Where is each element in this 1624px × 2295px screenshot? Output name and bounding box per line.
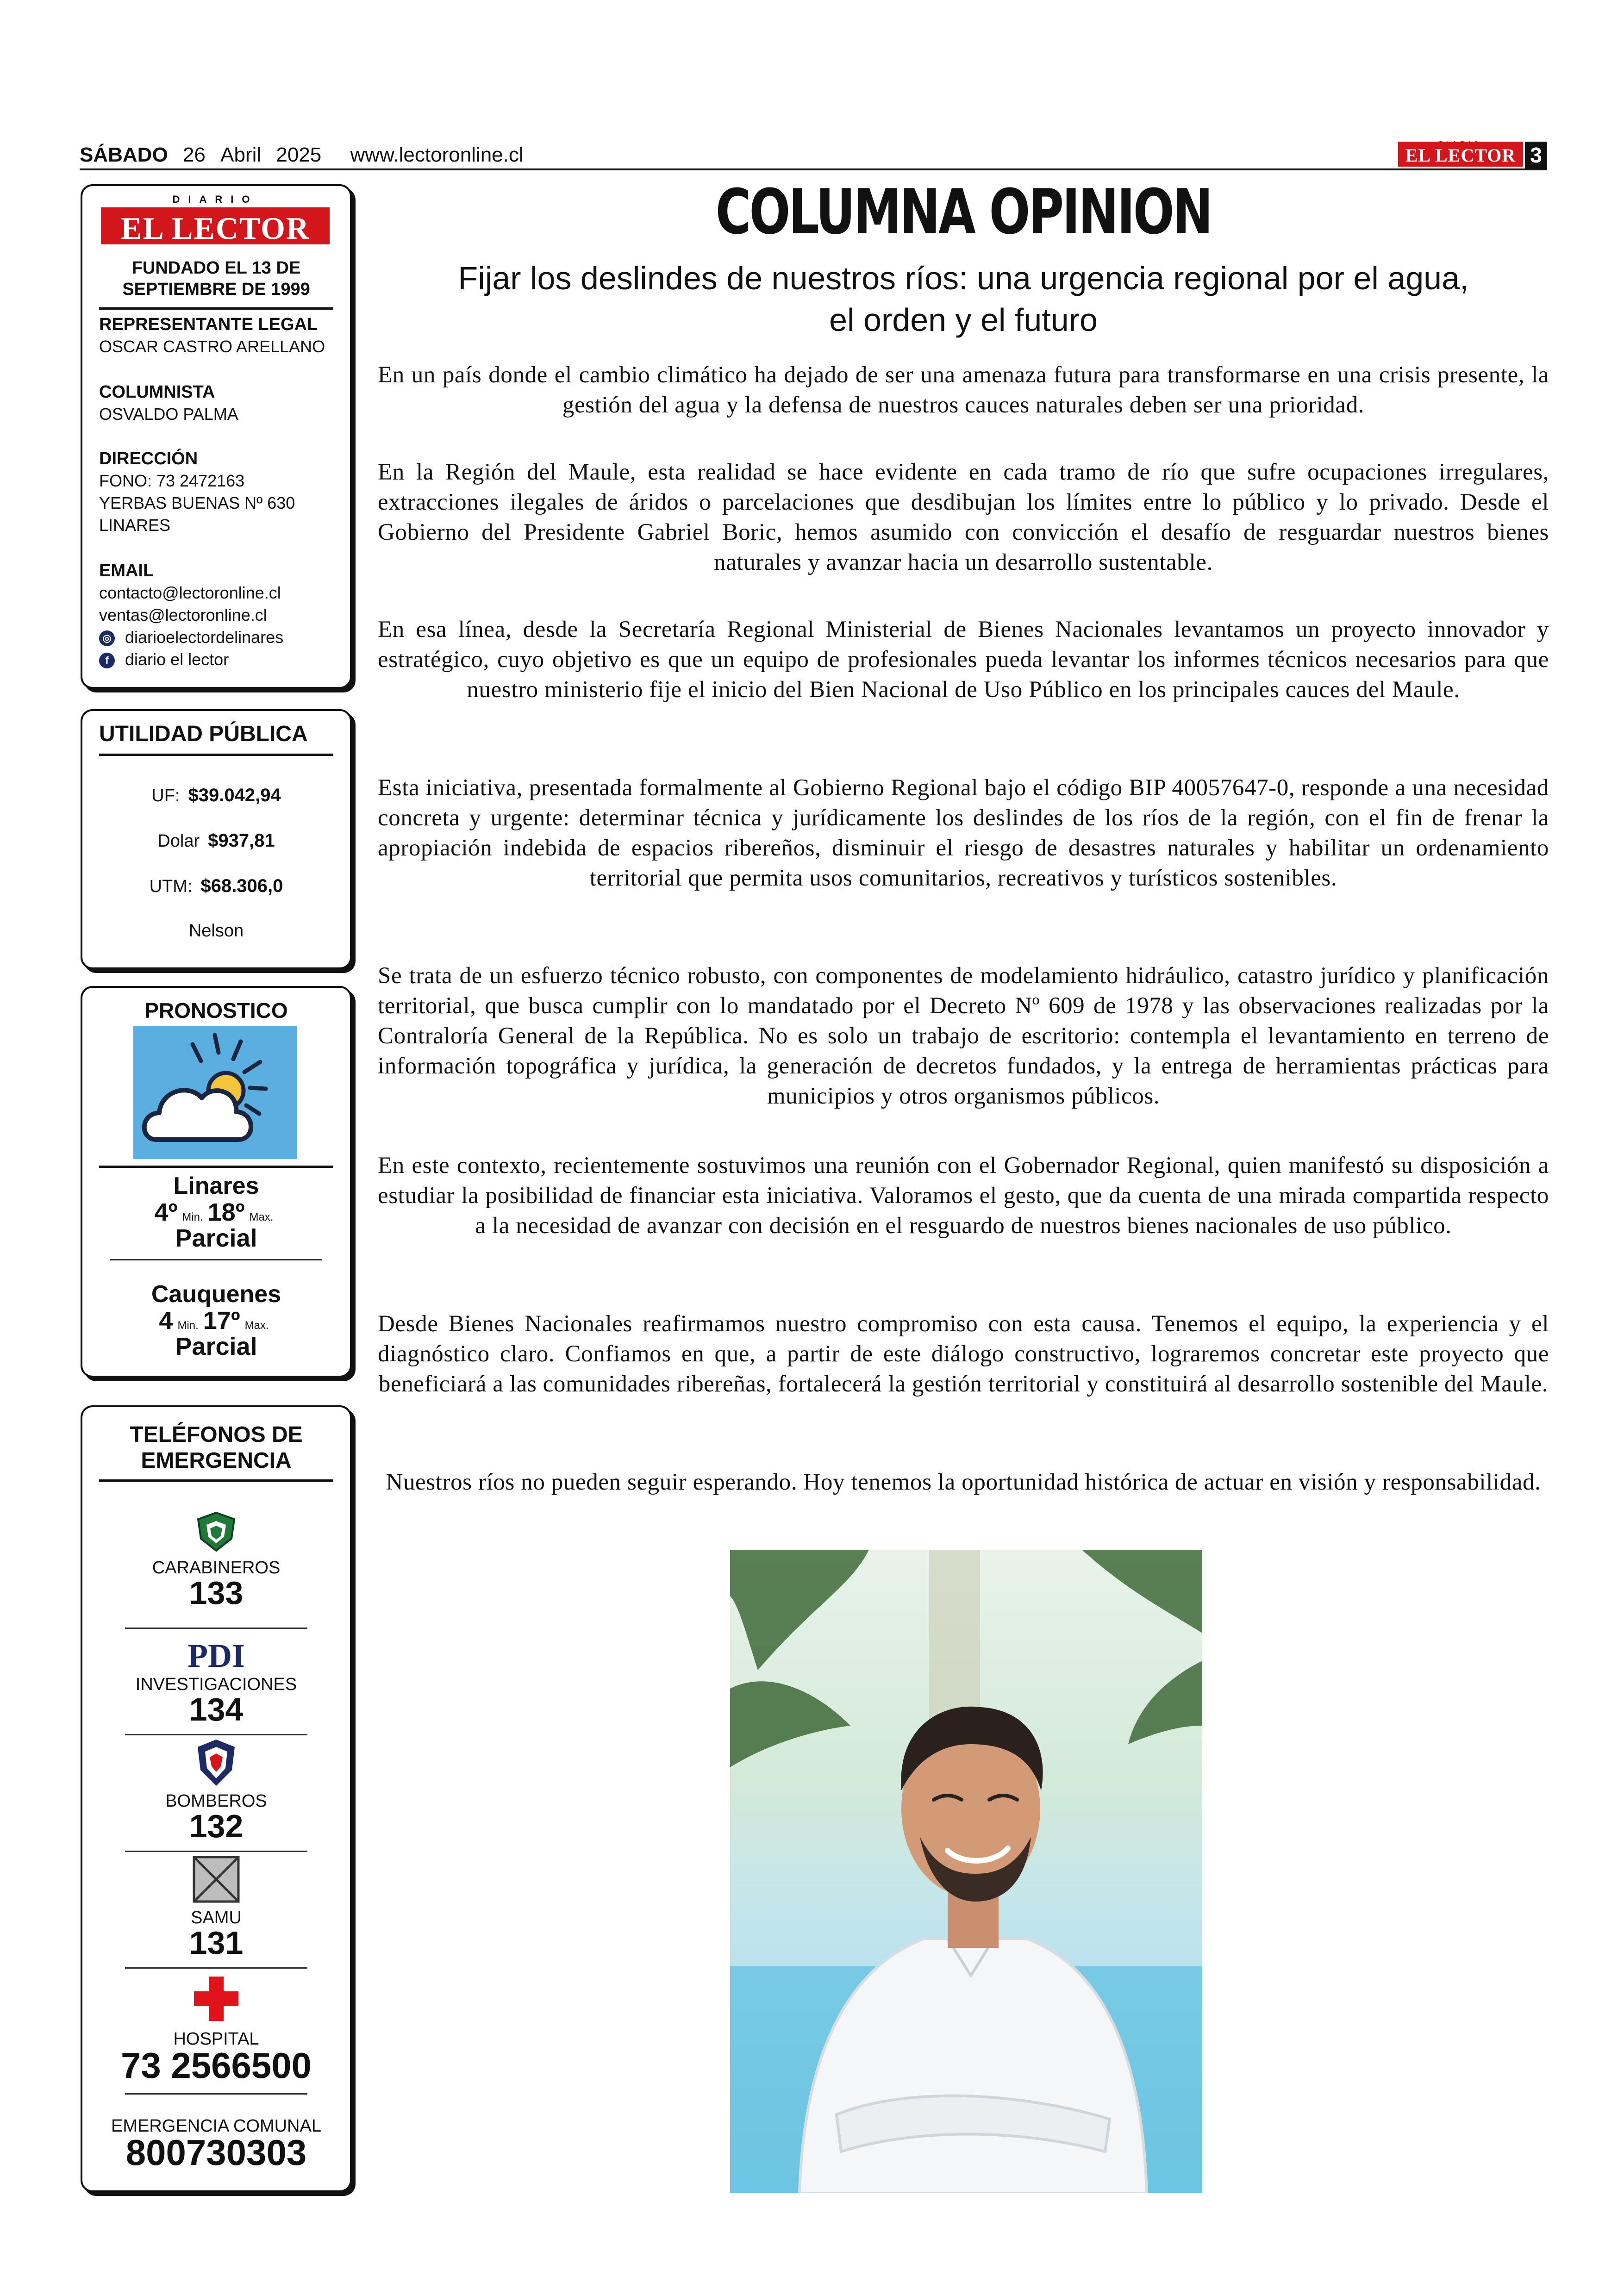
page-number: 3 [1525, 142, 1547, 168]
emergencia-comunal-label: EMERGENCIA COMUNAL [111, 2116, 321, 2136]
email-sales[interactable]: ventas@lectoronline.cl [99, 605, 267, 624]
facebook-row[interactable] [99, 650, 229, 669]
columnist-value: OSVALDO PALMA [99, 405, 238, 424]
pronostico-title: PRONOSTICO [144, 998, 288, 1023]
header-brand-text: EL LECTOR [1405, 145, 1516, 166]
header-date-num: 26 [182, 143, 206, 166]
article-paragraph-8: Nuestros ríos no pueden seguir esperando. Hoy tenemos la oportunidad histórica de actuar en visión y responsabilidad. [386, 1469, 1541, 1495]
header-brand-top: DIARIO [1439, 140, 1482, 147]
investigaciones-number[interactable]: 134 [189, 1691, 244, 1727]
instagram-icon: ◎ [99, 630, 115, 646]
email-label: EMAIL [99, 561, 154, 580]
article-paragraph-7: Desde Bienes Nacionales reafirmamos nuestro compromiso con esta causa. Tenemos el equipo, la experiencia y el diagnóstico claro. Confiamos en que, a partir de este diálogo constructivo, lograremos concretar este proyecto que beneficiará a las comunidades ribereñas, fortalecerá la gestión territorial y constituirá al desarrollo sostenible del Maule. [378, 1311, 1549, 1397]
hospital-number[interactable]: 73 2566500 [120, 2045, 312, 2086]
headline-line1: Fijar los deslindes de nuestros ríos: una urgencia regional por el agua, [458, 260, 1469, 296]
temp-min: 4º [154, 1198, 178, 1226]
temp-min: 4 [159, 1307, 173, 1335]
divider [125, 1967, 307, 1969]
utilidad-title: UTILIDAD PÚBLICA [99, 722, 308, 746]
logo-top-text: DIARIO [172, 193, 258, 205]
section-title: COLUMNA OPINION [715, 176, 1212, 248]
utm-row [82, 876, 350, 897]
header-month: Abril [220, 143, 262, 166]
article-paragraph-1: En un país donde el cambio climático ha dejado de ser una amenaza futura para transformarse en una crisis presente, la gestión del agua y la defensa de nuestros cauces naturales deben ser una prioridad. [378, 362, 1549, 418]
weather-city-linares: Linares [173, 1172, 259, 1199]
bomberos-label: BOMBEROS [165, 1791, 267, 1811]
divider [99, 754, 333, 756]
weather-condition-cauquenes: Parcial [175, 1333, 257, 1360]
utilidad-publica-box [81, 709, 352, 969]
temp-max: 17º [203, 1307, 240, 1335]
article-paragraph-5: Se trata de un esfuerzo técnico robusto, con componentes de modelamiento hidráulico, catastro jurídico y planificación territorial, que busca cumplir con lo mandatado por el Decreto Nº 609 de 1978 y las observaciones realizadas por la Contraloría General de la República. No es solo un trabajo de escritorio: contempla el levantamiento en terreno de información topográfica y jurídica, la generación de decretos fundados, y la entrega de herramientas prácticas para municipios y otros organismos públicos. [378, 963, 1549, 1109]
facebook-handle: diario el lector [125, 650, 229, 669]
founded-line2: SEPTIEMBRE DE 1999 [122, 280, 310, 299]
investigaciones-label: INVESTIGACIONES [135, 1675, 297, 1694]
carabineros-badge-icon [82, 1511, 350, 1555]
weather-temp-linares [82, 1198, 350, 1227]
emergencia-title-line2: EMERGENCIA [141, 1448, 292, 1473]
utm-label: UTM: [149, 877, 193, 896]
samu-number[interactable]: 131 [189, 1925, 244, 1961]
columnist-label: COLUMNISTA [99, 382, 215, 402]
weather-condition-linares: Parcial [175, 1224, 257, 1252]
emergencia-title-line1: TELÉFONOS DE [130, 1422, 303, 1447]
divider [110, 1259, 322, 1260]
address-label: DIRECCIÓN [99, 449, 198, 468]
article-headline [378, 257, 1549, 341]
header-day: SÁBADO [80, 143, 168, 166]
temp-max: 18º [207, 1198, 245, 1226]
headline-line2: el orden y el futuro [829, 302, 1098, 338]
pronostico-box [81, 986, 352, 1378]
uf-row [82, 785, 350, 806]
utilidad-note: Nelson [188, 921, 244, 941]
page-header [80, 142, 1547, 170]
dolar-row [82, 830, 350, 851]
founded-line1: FUNDADO EL 13 DE [131, 258, 301, 278]
el-lector-logo [101, 193, 330, 246]
author-portrait-photo [730, 1550, 1202, 2193]
instagram-row[interactable] [99, 628, 283, 647]
carabineros-number[interactable]: 133 [189, 1575, 244, 1611]
emergencia-box [81, 1405, 352, 2192]
temp-max-label: Max. [244, 1319, 269, 1332]
divider [99, 1479, 333, 1482]
temp-max-label: Max. [249, 1211, 274, 1223]
hospital-label: HOSPITAL [173, 2029, 259, 2049]
samu-placeholder-icon [82, 1855, 350, 1906]
uf-value: $39.042,94 [188, 785, 281, 805]
utm-value: $68.306,0 [200, 876, 283, 896]
divider [99, 1166, 333, 1168]
address-street: YERBAS BUENAS Nº 630 [99, 493, 295, 512]
article-paragraph-2: En la Región del Maule, esta realidad se hace evidente en cada tramo de río que sufre ocupaciones irregulares, extracciones ilegales de áridos o parcelaciones que desdibujan los límites entre lo público y lo privado. Desde el Gobierno del Presidente Gabriel Boric, hemos asumido con convicción el desafío de resguardar nuestros bienes naturales y avanzar hacia un desarrollo sustentable. [378, 459, 1549, 575]
article-paragraph-3: En esa línea, desde la Secretaría Regional Ministerial de Bienes Nacionales levantamos un proyecto innovador y estratégico, cuyo objetivo es que un equipo de profesionales pueda levantar los informes técnicos necesarios para que nuestro ministerio fije el inicio del Bien Nacional de Uso Público en los principales cauces del Maule. [378, 617, 1549, 703]
divider [125, 1734, 307, 1735]
facebook-icon: f [99, 653, 115, 668]
temp-min-label: Min. [182, 1211, 203, 1223]
bomberos-badge-icon [82, 1738, 350, 1791]
header-year: 2025 [276, 143, 322, 166]
header-date [80, 143, 524, 167]
red-cross-icon [82, 1976, 350, 2024]
pdi-logo-icon: PDI [187, 1637, 245, 1674]
weather-temp-cauquenes [82, 1306, 350, 1335]
header-brand-logo [1398, 142, 1523, 167]
weather-city-cauquenes: Cauquenes [151, 1281, 281, 1308]
article-paragraph-4: Esta iniciativa, presentada formalmente al Gobierno Regional bajo el código BIP 40057647-0, responde a una necesidad concreta y urgente: determinar técnica y jurídicamente los deslindes de los ríos de la región, con el fin de frenar la apropiación indebida de espacios ribereños, disminuir el riesgo de desastres naturales y habilitar un ordenamiento territorial que permita usos comunitarios, recreativos y turísticos sostenibles. [378, 775, 1549, 891]
emergencia-comunal-number[interactable]: 800730303 [125, 2132, 307, 2173]
email-contact[interactable]: contacto@lectoronline.cl [99, 583, 281, 602]
temp-min-label: Min. [177, 1319, 199, 1332]
legal-label: REPRESENTANTE LEGAL [99, 315, 318, 334]
masthead-box [81, 184, 352, 689]
uf-label: UF: [151, 786, 180, 805]
instagram-handle: diarioelectordelinares [125, 628, 284, 647]
article-paragraph-6: En este contexto, recientemente sostuvimos una reunión con el Gobernador Regional, quien manifestó su disposición a estudiar la posibilidad de financiar esta iniciativa. Valoramos el gesto, que da cuenta de una mirada compartida respecto a la necesidad de avanzar con decisión en el resguardo de nuestros bienes nacionales de uso público. [378, 1153, 1549, 1239]
header-site-link[interactable]: www.lectoronline.cl [350, 143, 524, 166]
divider [125, 1851, 307, 1852]
legal-value: OSCAR CASTRO ARELLANO [99, 337, 325, 356]
bomberos-number[interactable]: 132 [189, 1808, 244, 1844]
carabineros-label: CARABINEROS [152, 1558, 281, 1578]
address-city: LINARES [99, 516, 171, 535]
address-phone: FONO: 73 2472163 [99, 471, 245, 490]
dolar-value: $937,81 [208, 830, 275, 851]
divider [125, 1628, 307, 1629]
divider [125, 2093, 307, 2095]
logo-text: EL LECTOR [121, 211, 310, 246]
divider [99, 307, 333, 310]
dolar-label: Dolar [157, 831, 200, 851]
samu-label: SAMU [191, 1908, 242, 1927]
partly-cloudy-icon [133, 1026, 297, 1159]
